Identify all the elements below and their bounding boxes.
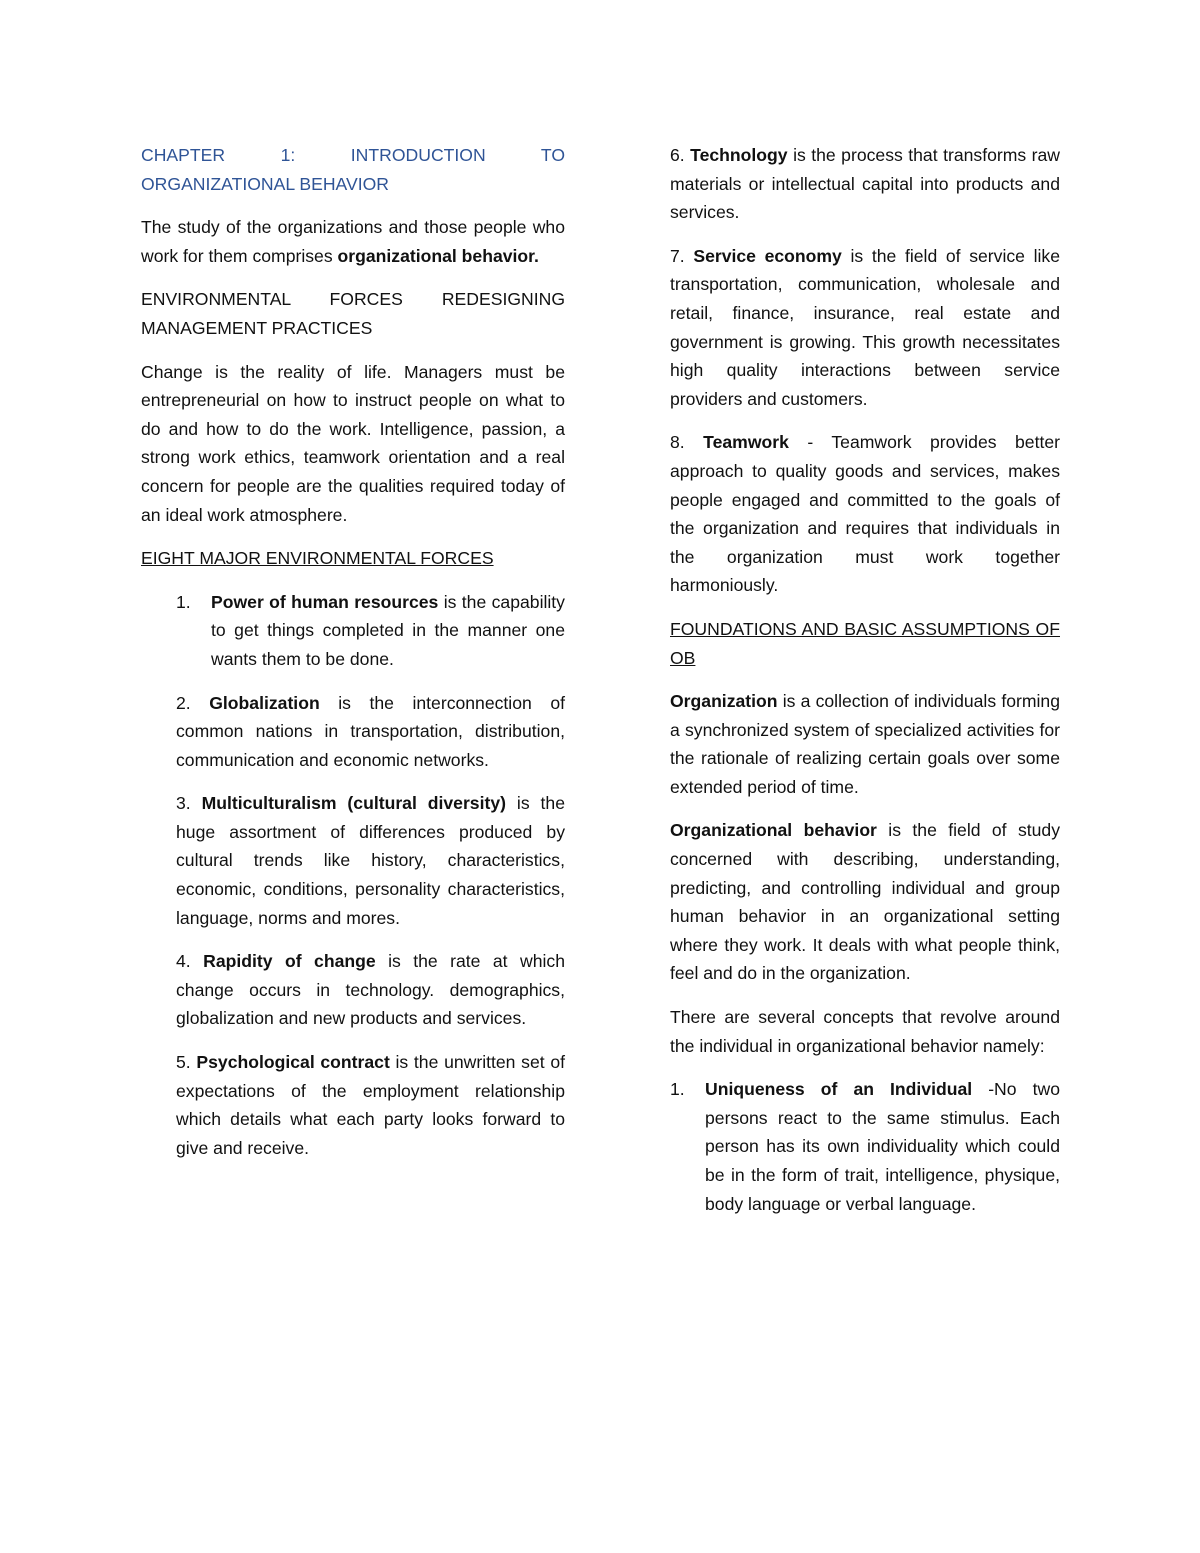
force-term: Psychological contract xyxy=(196,1052,390,1073)
force-text: - Teamwork provides better approach to quality goods and services, makes people engaged and committed to the goals of the organization and requires that individuals in the organization must work together harmoniously. xyxy=(670,432,1060,596)
intro-text: The study of the organizations and those people who work for them comprises xyxy=(141,217,565,266)
force-item-4 xyxy=(176,947,565,1033)
force-term: Teamwork xyxy=(703,432,789,453)
definition-text: is a collection of individuals forming a synchronized system of specialized activities for the rationale of realizing certain goals over some extended period of time. xyxy=(670,691,1060,797)
force-text: is the rate at which change occurs in technology. demographics, globalization and new products and services. xyxy=(176,951,565,1029)
concepts-intro: There are several concepts that revolve around the individual in organizational behavior namely: xyxy=(670,1007,1060,1056)
concept-text: -No two persons react to the same stimulus. Each person has its own individuality which could be in the form of trait, intelligence, physique, body language or verbal language. xyxy=(705,1079,1060,1214)
chapter-heading: CHAPTER 1: INTRODUCTION TO ORGANIZATIONAL BEHAVIOR xyxy=(141,145,565,194)
force-number: 6. xyxy=(670,145,685,165)
force-text: is the unwritten set of expectations of the employment relationship which details what each party looks forward to give and receive. xyxy=(176,1052,565,1158)
force-item-8 xyxy=(670,428,1060,600)
force-item-1 xyxy=(176,588,565,674)
concept-term: Uniqueness of an Individual xyxy=(705,1079,973,1100)
change-paragraph: Change is the reality of life. Managers must be entrepreneurial on how to instruct people on what to do and how to do the work. Intelligence, passion, a strong work ethics, teamwork orientation and a real concern for people are the qualities required today of an ideal work atmosphere. xyxy=(141,361,565,525)
force-term: Power of human resources xyxy=(211,591,439,612)
foundations-heading: FOUNDATIONS AND BASIC ASSUMPTIONS OF OB xyxy=(670,618,1060,668)
force-text: is the process that transforms raw materials or intellectual capital into products and services. xyxy=(670,145,1061,223)
force-term: Technology xyxy=(690,145,788,165)
right-column xyxy=(670,141,1060,1233)
environmental-forces-heading: ENVIRONMENTAL FORCES REDESIGNING MANAGEMENT PRACTICES xyxy=(141,289,565,338)
force-number: 2. xyxy=(176,692,191,713)
force-body xyxy=(211,588,565,674)
force-item-2 xyxy=(176,689,565,775)
force-number: 3. xyxy=(176,793,191,814)
force-number: 7. xyxy=(670,245,685,266)
concept-body xyxy=(705,1075,1060,1218)
force-number: 1. xyxy=(176,591,191,612)
force-item-6 xyxy=(670,141,1060,227)
force-number: 8. xyxy=(670,432,685,453)
definition-term: Organization xyxy=(670,691,778,712)
ob-definition xyxy=(670,816,1060,988)
intro-paragraph xyxy=(141,213,565,270)
force-number: 4. xyxy=(176,951,191,972)
left-column xyxy=(141,141,565,1177)
force-item-7 xyxy=(670,242,1060,414)
force-text: is the interconnection of common nations in transportation, distribution, communication and economic networks. xyxy=(176,692,566,770)
force-item-3 xyxy=(176,789,565,932)
eight-forces-heading: EIGHT MAJOR ENVIRONMENTAL FORCES xyxy=(141,548,494,569)
force-term: Globalization xyxy=(209,692,320,713)
definition-term: Organizational behavior xyxy=(670,820,877,841)
force-term: Multiculturalism (cultural diversity) xyxy=(201,793,506,814)
force-text: is the capability to get things completed in the manner one wants them to be done. xyxy=(211,591,565,669)
force-item-5 xyxy=(176,1048,565,1162)
intro-bold-term: organizational behavior. xyxy=(337,245,539,266)
concept-number: 1. xyxy=(670,1079,685,1100)
definition-text: is the field of study concerned with describing, understanding, predicting, and controlling individual and group human behavior in an organizational setting where they work. It deals with what people think, feel and do in the organization. xyxy=(670,820,1060,984)
force-text: is the huge assortment of differences produced by cultural trends like history, characteristics, economic, conditions, personality characteristics, language, norms and mores. xyxy=(176,793,565,928)
organization-definition xyxy=(670,687,1060,801)
force-term: Rapidity of change xyxy=(203,951,376,972)
force-text: is the field of service like transportation, communication, wholesale and retail, finance, insurance, real estate and government is growing. This growth necessitates high quality interactions between service providers and customers. xyxy=(670,245,1060,409)
force-number: 5. xyxy=(176,1052,191,1073)
concept-item-1 xyxy=(670,1075,1060,1218)
force-term: Service economy xyxy=(693,245,842,266)
